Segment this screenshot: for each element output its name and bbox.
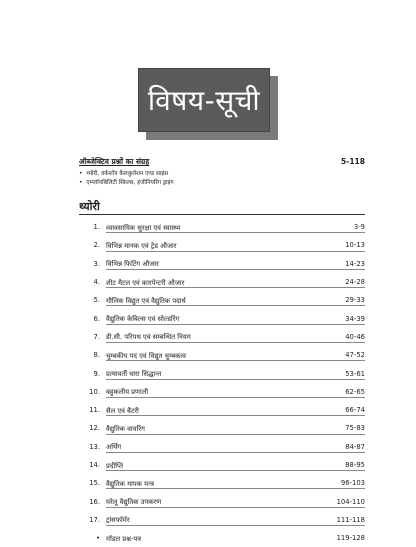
- toc-pages: 10-13: [345, 241, 365, 250]
- toc-label: मौलिक विद्युत एवं वैद्युतिक पदार्थ: [106, 296, 186, 305]
- toc-row[interactable]: [84, 438, 365, 456]
- toc-row[interactable]: [84, 511, 365, 529]
- toc-pages: 29-33: [345, 296, 365, 305]
- objective-heading-row: [79, 157, 365, 167]
- toc-underline: [106, 251, 365, 252]
- toc-number: 1.: [93, 223, 100, 232]
- objective-heading: ऑब्जेक्टिव प्रश्नों का संग्रह: [79, 157, 150, 166]
- toc-pages: 53-61: [345, 369, 365, 378]
- toc-pages: 24-28: [345, 278, 365, 287]
- toc-label: शीट मैटल एवं कारपेन्टरी औजार: [106, 278, 185, 287]
- toc-row[interactable]: [84, 328, 365, 346]
- toc-row[interactable]: [84, 492, 365, 510]
- toc-number: •: [95, 534, 100, 543]
- toc-number: 10.: [89, 387, 100, 396]
- page-title: विषय-सूची: [147, 84, 261, 117]
- toc-pages: 111-118: [336, 515, 365, 524]
- toc-label: बहुकलीय प्रणाली: [106, 388, 149, 397]
- toc-underline: [106, 287, 365, 288]
- objective-bullet: [79, 179, 365, 188]
- toc-label: व्यावसायिक सुरक्षा एवं स्वास्थ्य: [106, 223, 181, 232]
- toc-number: 15.: [89, 479, 100, 488]
- toc-pages: 62-65: [345, 387, 365, 396]
- toc-number: 12.: [89, 424, 100, 433]
- toc-pages: 40-46: [345, 332, 365, 341]
- bullet-marker: •: [79, 171, 83, 177]
- toc-underline: [106, 305, 365, 306]
- toc-number: 7.: [93, 332, 100, 341]
- toc-underline: [106, 470, 365, 471]
- toc-pages: 34-39: [345, 314, 365, 323]
- toc-underline: [106, 397, 365, 398]
- toc-row[interactable]: [84, 255, 365, 273]
- toc-row[interactable]: [84, 456, 365, 474]
- toc-row[interactable]: [84, 291, 365, 309]
- toc-number: 3.: [93, 259, 100, 268]
- toc-pages: 66-74: [345, 406, 365, 415]
- toc-underline: [106, 488, 365, 489]
- toc-row[interactable]: [84, 273, 365, 291]
- toc-underline: [106, 269, 365, 270]
- toc-row[interactable]: [84, 529, 365, 547]
- objective-bullet: [79, 170, 365, 179]
- toc-pages: 104-110: [336, 497, 365, 506]
- toc-number: 8.: [93, 351, 100, 360]
- toc-row[interactable]: [84, 383, 365, 401]
- toc-row[interactable]: [84, 309, 365, 327]
- toc-label: चुम्बकीय पद एवं विद्युत चुम्बकत्व: [106, 351, 186, 360]
- toc-label: ट्रांसफॉर्मर: [106, 516, 130, 525]
- toc-row[interactable]: [84, 419, 365, 437]
- toc-number: 11.: [89, 406, 100, 415]
- toc-underline: [106, 342, 365, 343]
- toc-row[interactable]: [84, 401, 365, 419]
- toc-label: डी.सी. परिपथ एवं सम्बन्धित नियम: [106, 333, 191, 342]
- theory-heading: थ्योरी: [79, 200, 100, 213]
- toc-pages: 47-52: [345, 351, 365, 360]
- toc-number: 17.: [89, 515, 100, 524]
- toc-pages: 88-95: [345, 461, 365, 469]
- bullet-text: एम्प्लॉयबिलिटी स्किल्स, इंजीनियरिंग ड्राइंग: [86, 180, 174, 186]
- toc-number: 5.: [93, 296, 100, 305]
- objective-pages: 5-118: [341, 157, 365, 166]
- toc-label: प्रत्यावर्ती धारा सिद्धान्त: [106, 370, 162, 379]
- toc-underline: [106, 525, 365, 526]
- toc-underline: [106, 379, 365, 380]
- toc-label: वैद्युतिक वायरिंग: [106, 424, 145, 433]
- toc-number: 9.: [93, 369, 100, 378]
- toc-pages: 75-83: [345, 424, 365, 433]
- bullet-marker: •: [79, 180, 83, 186]
- title-box: [138, 68, 270, 132]
- toc-label: वैद्युतिक केबिल्स एवं सोल्डरिंग: [106, 315, 180, 324]
- objective-bullets: [79, 170, 365, 188]
- toc-row[interactable]: [84, 218, 365, 236]
- toc-underline: [106, 324, 365, 325]
- toc-underline: [106, 434, 365, 435]
- objective-section: [79, 157, 365, 188]
- toc-row[interactable]: [84, 346, 365, 364]
- toc-number: 16.: [89, 497, 100, 506]
- toc-underline: [106, 507, 365, 508]
- toc-label: विभिन्न मानक एवं ट्रेड औजार: [106, 241, 177, 250]
- toc-label: मॉडल प्रश्न-पत्र: [106, 534, 141, 543]
- toc-label: अर्थिंग: [106, 443, 122, 452]
- toc-underline: [106, 452, 365, 453]
- toc-underline: [106, 360, 365, 361]
- toc-underline: [106, 415, 365, 416]
- toc-pages: 119-128: [336, 534, 365, 543]
- toc-label: वैद्युतिक मापक यन्त्र: [106, 479, 155, 488]
- bullet-text: थ्योरी, वर्कशॉप कैलकुलेशन एण्ड साइंस: [86, 171, 169, 177]
- toc-label: सैल एवं बैटरी: [106, 406, 139, 415]
- toc-label: विभिन्न फिटिंग औजार: [106, 260, 159, 269]
- toc-pages: 14-23: [345, 259, 365, 268]
- toc-label: प्रदीप्ति: [106, 461, 123, 470]
- title-banner: [138, 68, 270, 132]
- toc-label: घरेलू वैद्युतिक उपकरण: [106, 498, 162, 507]
- toc-row[interactable]: [84, 474, 365, 492]
- toc-pages: 96-103: [340, 479, 365, 488]
- theory-toc-list: [84, 218, 365, 547]
- toc-row[interactable]: [84, 236, 365, 254]
- toc-number: 6.: [93, 314, 100, 323]
- toc-underline: [106, 232, 365, 233]
- toc-pages: 84-87: [345, 442, 365, 451]
- theory-divider: [79, 214, 365, 215]
- toc-pages: 3-9: [353, 223, 365, 232]
- toc-number: 14.: [89, 461, 100, 469]
- toc-number: 13.: [89, 442, 100, 451]
- toc-number: 2.: [93, 241, 100, 250]
- toc-row[interactable]: [84, 364, 365, 382]
- toc-number: 4.: [93, 278, 100, 287]
